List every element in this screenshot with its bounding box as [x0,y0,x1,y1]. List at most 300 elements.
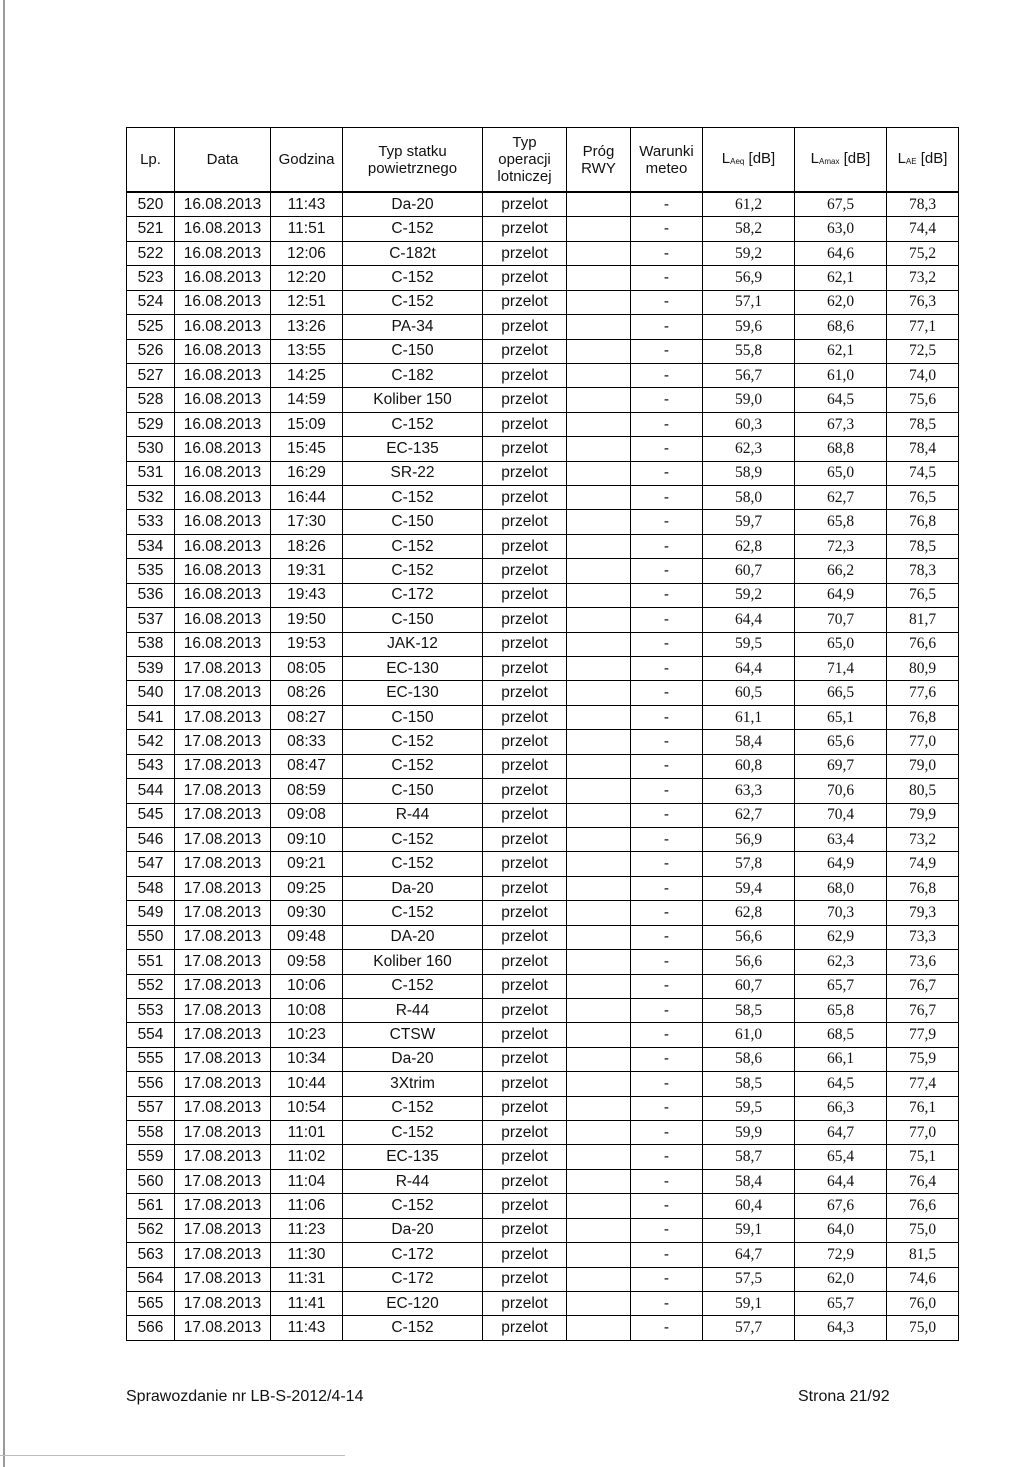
cell-aircraft-type: C-172 [343,583,483,607]
cell-lae: 72,5 [887,339,959,363]
cell-lp: 545 [127,803,175,827]
cell-lamax: 64,5 [795,1072,887,1096]
cell-date: 16.08.2013 [175,217,271,241]
cell-operation-type: przelot [483,534,567,558]
cell-operation-type: przelot [483,486,567,510]
cell-runway-threshold [567,779,631,803]
cell-lae: 76,8 [887,510,959,534]
header-warunki-meteo: Warunki meteo [631,128,703,193]
cell-date: 16.08.2013 [175,192,271,217]
cell-lamax: 64,7 [795,1121,887,1145]
cell-date: 17.08.2013 [175,1145,271,1169]
cell-weather: - [631,974,703,998]
cell-laeq: 63,3 [703,779,795,803]
cell-aircraft-type: Koliber 160 [343,950,483,974]
cell-laeq: 64,4 [703,657,795,681]
cell-lamax: 66,3 [795,1096,887,1120]
cell-lae: 79,3 [887,901,959,925]
cell-time: 10:06 [271,974,343,998]
cell-laeq: 57,7 [703,1316,795,1340]
cell-aircraft-type: C-152 [343,559,483,583]
cell-lae: 76,5 [887,583,959,607]
cell-aircraft-type: C-152 [343,266,483,290]
cell-lamax: 64,0 [795,1218,887,1242]
cell-time: 09:30 [271,901,343,925]
cell-lamax: 70,3 [795,901,887,925]
cell-weather: - [631,315,703,339]
cell-lp: 564 [127,1267,175,1291]
cell-weather: - [631,998,703,1022]
cell-operation-type: przelot [483,998,567,1022]
cell-laeq: 59,1 [703,1218,795,1242]
cell-operation-type: przelot [483,901,567,925]
cell-weather: - [631,803,703,827]
cell-runway-threshold [567,681,631,705]
cell-laeq: 61,0 [703,1023,795,1047]
table-row [127,803,959,827]
laeq-subscript: Aeq [730,156,745,166]
table-row [127,1291,959,1315]
cell-weather: - [631,510,703,534]
cell-lp: 530 [127,437,175,461]
cell-laeq: 58,0 [703,486,795,510]
cell-date: 17.08.2013 [175,1316,271,1340]
cell-time: 09:58 [271,950,343,974]
cell-weather: - [631,1145,703,1169]
cell-lae: 80,5 [887,779,959,803]
cell-operation-type: przelot [483,974,567,998]
table-row [127,217,959,241]
cell-weather: - [631,461,703,485]
cell-weather: - [631,1072,703,1096]
cell-lamax: 64,9 [795,852,887,876]
cell-lae: 73,2 [887,266,959,290]
cell-lae: 78,5 [887,412,959,436]
cell-runway-threshold [567,412,631,436]
cell-aircraft-type: R-44 [343,803,483,827]
cell-aircraft-type: EC-135 [343,1145,483,1169]
cell-lamax: 64,3 [795,1316,887,1340]
cell-lp: 540 [127,681,175,705]
cell-lae: 77,6 [887,681,959,705]
table-row [127,437,959,461]
cell-weather: - [631,852,703,876]
cell-time: 19:43 [271,583,343,607]
cell-lamax: 65,1 [795,705,887,729]
cell-operation-type: przelot [483,1243,567,1267]
page-number: Strona 21/92 [798,1388,890,1405]
cell-operation-type: przelot [483,1121,567,1145]
cell-date: 16.08.2013 [175,290,271,314]
cell-lamax: 70,7 [795,608,887,632]
cell-time: 10:44 [271,1072,343,1096]
cell-weather: - [631,730,703,754]
cell-lp: 520 [127,192,175,217]
cell-lamax: 61,0 [795,363,887,387]
cell-laeq: 57,5 [703,1267,795,1291]
cell-time: 14:25 [271,363,343,387]
cell-weather: - [631,925,703,949]
cell-runway-threshold [567,486,631,510]
cell-time: 09:08 [271,803,343,827]
cell-aircraft-type: C-152 [343,827,483,851]
lamax-subscript: Amax [819,156,840,166]
cell-runway-threshold [567,608,631,632]
cell-aircraft-type: C-152 [343,486,483,510]
table-row [127,266,959,290]
table-row [127,779,959,803]
lamax-unit: [dB] [843,149,871,167]
cell-lae: 76,7 [887,998,959,1022]
cell-laeq: 59,9 [703,1121,795,1145]
table-row [127,363,959,387]
cell-operation-type: przelot [483,730,567,754]
table-row [127,1047,959,1071]
table-row [127,730,959,754]
table-row [127,534,959,558]
cell-weather: - [631,192,703,217]
cell-time: 08:26 [271,681,343,705]
cell-aircraft-type: 3Xtrim [343,1072,483,1096]
cell-lamax: 64,9 [795,583,887,607]
cell-operation-type: przelot [483,241,567,265]
cell-weather: - [631,1194,703,1218]
cell-weather: - [631,241,703,265]
cell-date: 17.08.2013 [175,827,271,851]
cell-lp: 556 [127,1072,175,1096]
cell-lae: 75,0 [887,1218,959,1242]
cell-aircraft-type: C-152 [343,1096,483,1120]
cell-time: 11:06 [271,1194,343,1218]
cell-lp: 562 [127,1218,175,1242]
cell-runway-threshold [567,632,631,656]
cell-aircraft-type: R-44 [343,1169,483,1193]
cell-lp: 527 [127,363,175,387]
cell-laeq: 58,5 [703,998,795,1022]
page-edge-rule [3,0,5,1467]
cell-time: 17:30 [271,510,343,534]
cell-weather: - [631,1316,703,1340]
cell-weather: - [631,1169,703,1193]
cell-weather: - [631,632,703,656]
cell-lp: 532 [127,486,175,510]
cell-runway-threshold [567,534,631,558]
cell-lae: 77,1 [887,315,959,339]
cell-date: 17.08.2013 [175,1169,271,1193]
cell-operation-type: przelot [483,754,567,778]
cell-runway-threshold [567,437,631,461]
cell-lp: 553 [127,998,175,1022]
cell-date: 17.08.2013 [175,876,271,900]
cell-weather: - [631,486,703,510]
cell-lae: 74,6 [887,1267,959,1291]
lamax-letter: L [810,149,820,167]
cell-laeq: 58,5 [703,1072,795,1096]
cell-lp: 555 [127,1047,175,1071]
cell-operation-type: przelot [483,1194,567,1218]
table-row [127,241,959,265]
header-godzina: Godzina [271,128,343,193]
cell-date: 16.08.2013 [175,461,271,485]
cell-lamax: 65,0 [795,461,887,485]
cell-aircraft-type: Da-20 [343,1047,483,1071]
cell-aircraft-type: C-152 [343,217,483,241]
cell-date: 17.08.2013 [175,1267,271,1291]
cell-lamax: 67,5 [795,192,887,217]
cell-operation-type: przelot [483,339,567,363]
cell-runway-threshold [567,754,631,778]
cell-time: 13:26 [271,315,343,339]
cell-lamax: 65,8 [795,998,887,1022]
cell-lp: 528 [127,388,175,412]
cell-laeq: 60,8 [703,754,795,778]
cell-aircraft-type: CTSW [343,1023,483,1047]
cell-laeq: 59,2 [703,583,795,607]
cell-aircraft-type: Da-20 [343,192,483,217]
cell-date: 17.08.2013 [175,901,271,925]
cell-time: 08:47 [271,754,343,778]
table-row [127,1023,959,1047]
cell-lamax: 70,4 [795,803,887,827]
cell-lamax: 68,0 [795,876,887,900]
cell-laeq: 62,3 [703,437,795,461]
bottom-rule [0,1455,345,1456]
cell-laeq: 59,5 [703,632,795,656]
cell-time: 15:09 [271,412,343,436]
cell-weather: - [631,754,703,778]
cell-lae: 76,1 [887,1096,959,1120]
cell-date: 16.08.2013 [175,437,271,461]
table-row [127,412,959,436]
cell-weather: - [631,1096,703,1120]
cell-runway-threshold [567,266,631,290]
cell-weather: - [631,705,703,729]
cell-date: 17.08.2013 [175,779,271,803]
cell-lamax: 65,7 [795,1291,887,1315]
cell-aircraft-type: C-152 [343,730,483,754]
cell-runway-threshold [567,217,631,241]
table-body [127,192,959,1340]
table-row [127,1145,959,1169]
cell-date: 17.08.2013 [175,1291,271,1315]
cell-lamax: 64,5 [795,388,887,412]
cell-time: 11:43 [271,192,343,217]
cell-lp: 543 [127,754,175,778]
cell-laeq: 59,6 [703,315,795,339]
table-row [127,1316,959,1340]
cell-aircraft-type: DA-20 [343,925,483,949]
cell-laeq: 58,9 [703,461,795,485]
cell-time: 09:48 [271,925,343,949]
cell-date: 17.08.2013 [175,974,271,998]
cell-lamax: 65,6 [795,730,887,754]
cell-time: 09:25 [271,876,343,900]
cell-lamax: 69,7 [795,754,887,778]
table-row [127,950,959,974]
cell-lamax: 63,4 [795,827,887,851]
cell-lamax: 64,4 [795,1169,887,1193]
cell-operation-type: przelot [483,852,567,876]
cell-operation-type: przelot [483,1023,567,1047]
cell-laeq: 56,6 [703,925,795,949]
cell-lamax: 63,0 [795,217,887,241]
table-row [127,925,959,949]
cell-operation-type: przelot [483,876,567,900]
cell-operation-type: przelot [483,1218,567,1242]
cell-weather: - [631,901,703,925]
cell-lae: 73,6 [887,950,959,974]
cell-runway-threshold [567,1145,631,1169]
cell-lp: 563 [127,1243,175,1267]
cell-operation-type: przelot [483,217,567,241]
cell-laeq: 56,9 [703,266,795,290]
cell-weather: - [631,1218,703,1242]
cell-time: 12:20 [271,266,343,290]
cell-time: 18:26 [271,534,343,558]
cell-time: 15:45 [271,437,343,461]
cell-lamax: 62,1 [795,339,887,363]
cell-runway-threshold [567,1243,631,1267]
cell-runway-threshold [567,998,631,1022]
cell-time: 10:23 [271,1023,343,1047]
cell-lp: 534 [127,534,175,558]
table-row [127,1267,959,1291]
cell-runway-threshold [567,1316,631,1340]
cell-aircraft-type: Da-20 [343,1218,483,1242]
cell-time: 08:05 [271,657,343,681]
cell-operation-type: przelot [483,1291,567,1315]
cell-aircraft-type: C-152 [343,412,483,436]
cell-lamax: 66,1 [795,1047,887,1071]
cell-lamax: 62,7 [795,486,887,510]
table-row [127,388,959,412]
cell-laeq: 64,7 [703,1243,795,1267]
cell-operation-type: przelot [483,681,567,705]
cell-operation-type: przelot [483,608,567,632]
table-row [127,1072,959,1096]
table-row [127,827,959,851]
cell-lp: 547 [127,852,175,876]
cell-lp: 535 [127,559,175,583]
laeq-letter: L [721,149,731,167]
cell-lae: 79,9 [887,803,959,827]
cell-time: 11:51 [271,217,343,241]
cell-lae: 73,2 [887,827,959,851]
table-row [127,754,959,778]
cell-time: 16:29 [271,461,343,485]
cell-date: 17.08.2013 [175,1023,271,1047]
table-row [127,681,959,705]
cell-date: 17.08.2013 [175,1243,271,1267]
cell-lp: 548 [127,876,175,900]
cell-time: 11:02 [271,1145,343,1169]
table-row [127,290,959,314]
cell-runway-threshold [567,925,631,949]
cell-runway-threshold [567,950,631,974]
cell-lae: 77,4 [887,1072,959,1096]
cell-lamax: 68,6 [795,315,887,339]
cell-time: 14:59 [271,388,343,412]
cell-time: 11:43 [271,1316,343,1340]
cell-time: 12:51 [271,290,343,314]
cell-lamax: 72,9 [795,1243,887,1267]
cell-lp: 554 [127,1023,175,1047]
cell-lp: 549 [127,901,175,925]
cell-date: 17.08.2013 [175,657,271,681]
table-row [127,876,959,900]
cell-lp: 557 [127,1096,175,1120]
lae-unit: [dB] [920,149,948,167]
cell-lae: 77,9 [887,1023,959,1047]
cell-weather: - [631,1023,703,1047]
cell-lae: 76,8 [887,876,959,900]
cell-runway-threshold [567,315,631,339]
cell-lae: 75,0 [887,1316,959,1340]
cell-lamax: 62,0 [795,290,887,314]
cell-lamax: 68,5 [795,1023,887,1047]
cell-runway-threshold [567,192,631,217]
cell-date: 17.08.2013 [175,1096,271,1120]
cell-time: 11:01 [271,1121,343,1145]
cell-aircraft-type: C-152 [343,974,483,998]
cell-runway-threshold [567,827,631,851]
laeq-unit: [dB] [748,149,776,167]
cell-lp: 533 [127,510,175,534]
cell-aircraft-type: C-182 [343,363,483,387]
table-row [127,486,959,510]
cell-runway-threshold [567,583,631,607]
cell-weather: - [631,412,703,436]
cell-aircraft-type: C-150 [343,705,483,729]
cell-lae: 74,4 [887,217,959,241]
cell-lae: 76,0 [887,1291,959,1315]
cell-lamax: 70,6 [795,779,887,803]
cell-lamax: 65,0 [795,632,887,656]
cell-time: 19:50 [271,608,343,632]
cell-weather: - [631,1291,703,1315]
cell-runway-threshold [567,510,631,534]
lae-subscript: AE [905,156,917,166]
cell-weather: - [631,559,703,583]
cell-date: 17.08.2013 [175,705,271,729]
header-lamax [795,128,887,193]
cell-lp: 525 [127,315,175,339]
cell-weather: - [631,876,703,900]
cell-lamax: 68,8 [795,437,887,461]
cell-time: 11:31 [271,1267,343,1291]
cell-aircraft-type: EC-130 [343,657,483,681]
cell-runway-threshold [567,901,631,925]
cell-aircraft-type: EC-135 [343,437,483,461]
cell-date: 17.08.2013 [175,950,271,974]
cell-lp: 523 [127,266,175,290]
cell-date: 17.08.2013 [175,754,271,778]
cell-lp: 566 [127,1316,175,1340]
cell-lae: 76,4 [887,1169,959,1193]
cell-laeq: 55,8 [703,339,795,363]
cell-aircraft-type: PA-34 [343,315,483,339]
table-row [127,632,959,656]
cell-time: 11:41 [271,1291,343,1315]
cell-weather: - [631,290,703,314]
cell-lae: 77,0 [887,730,959,754]
cell-lae: 73,3 [887,925,959,949]
cell-runway-threshold [567,559,631,583]
cell-laeq: 62,8 [703,901,795,925]
cell-date: 17.08.2013 [175,1218,271,1242]
cell-date: 16.08.2013 [175,510,271,534]
cell-weather: - [631,1243,703,1267]
